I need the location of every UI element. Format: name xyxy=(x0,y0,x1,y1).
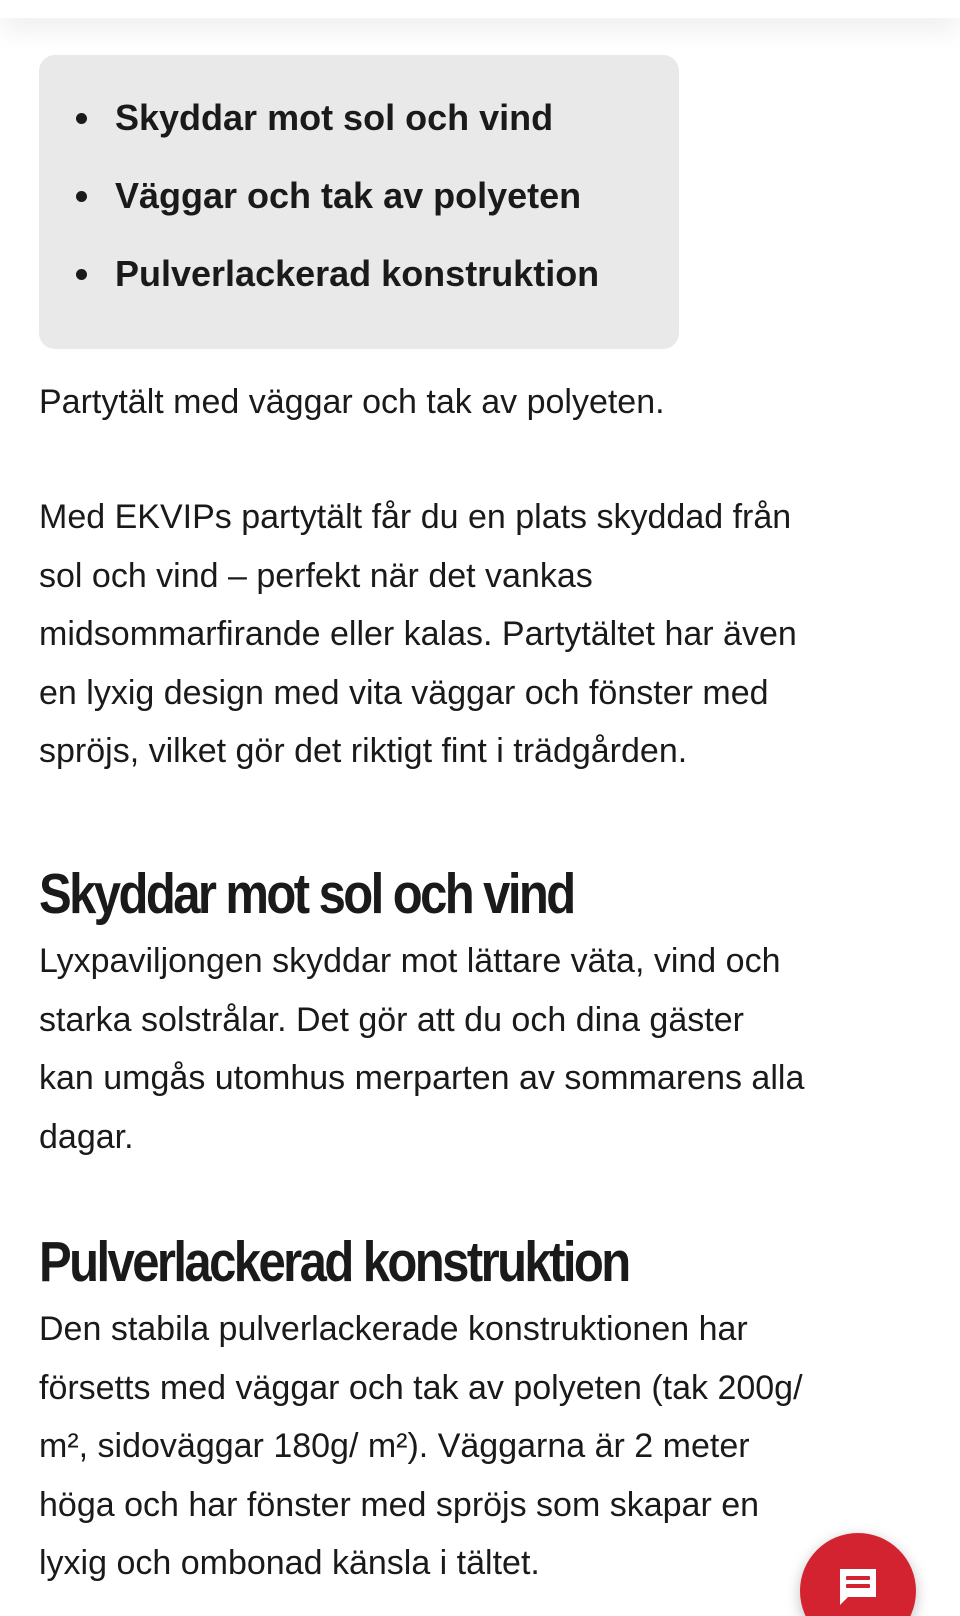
bullet-icon xyxy=(76,191,87,202)
bullet-icon xyxy=(76,113,87,124)
paragraph-line: höga och har fönster med spröjs som skapar en xyxy=(39,1485,760,1524)
paragraph-line: en lyxig design med vita väggar och fönster med xyxy=(39,673,769,712)
intro-lead: Partytält med väggar och tak av polyeten. xyxy=(39,383,665,421)
highlight-item-label: Skyddar mot sol och vind xyxy=(115,97,554,138)
highlight-item-label: Pulverlackerad konstruktion xyxy=(115,253,600,294)
top-bar-edge xyxy=(0,0,960,18)
intro-paragraph xyxy=(39,488,929,781)
product-highlights-box xyxy=(39,55,679,349)
paragraph-line: kan umgås utomhus merparten av sommarens alla xyxy=(39,1059,805,1097)
highlight-item xyxy=(39,251,679,329)
section-paragraph-sun-wind xyxy=(39,932,929,1166)
paragraph-line: Lyxpaviljongen skyddar mot lättare väta, vind och xyxy=(39,942,781,980)
paragraph-line: spröjs, vilket gör det riktigt fint i trädgården. xyxy=(39,732,688,770)
paragraph-line: m², sidoväggar 180g/ m²). Väggarna är 2 meter xyxy=(39,1427,750,1465)
paragraph-line: försetts med väggar och tak av polyeten (tak 200g/ xyxy=(39,1368,803,1407)
paragraph-line: dagar. xyxy=(39,1117,134,1156)
section-heading-sun-wind: Skyddar mot sol och vind xyxy=(39,862,574,926)
bullet-icon xyxy=(76,269,87,280)
paragraph-line: Med EKVIPs partytält får du en plats skyddad från xyxy=(39,498,792,536)
section-heading-construction: Pulverlackerad konstruktion xyxy=(39,1230,629,1294)
paragraph-line: midsommarfirande eller kalas. Partytältet har även xyxy=(39,615,797,653)
paragraph-line: Den stabila pulverlackerade konstruktionen har xyxy=(39,1310,748,1348)
paragraph-line: sol och vind – perfekt när det vankas xyxy=(39,556,593,595)
paragraph-line: starka solstrålar. Det gör att du och dina gäster xyxy=(39,1000,744,1039)
highlight-item-label: Väggar och tak av polyeten xyxy=(115,175,582,216)
paragraph-line: lyxig och ombonad känsla i tältet. xyxy=(39,1544,540,1582)
chat-icon xyxy=(836,1565,880,1609)
highlights-list xyxy=(39,95,679,329)
highlight-item xyxy=(39,95,679,173)
section-paragraph-construction xyxy=(39,1300,929,1593)
highlight-item xyxy=(39,173,679,251)
